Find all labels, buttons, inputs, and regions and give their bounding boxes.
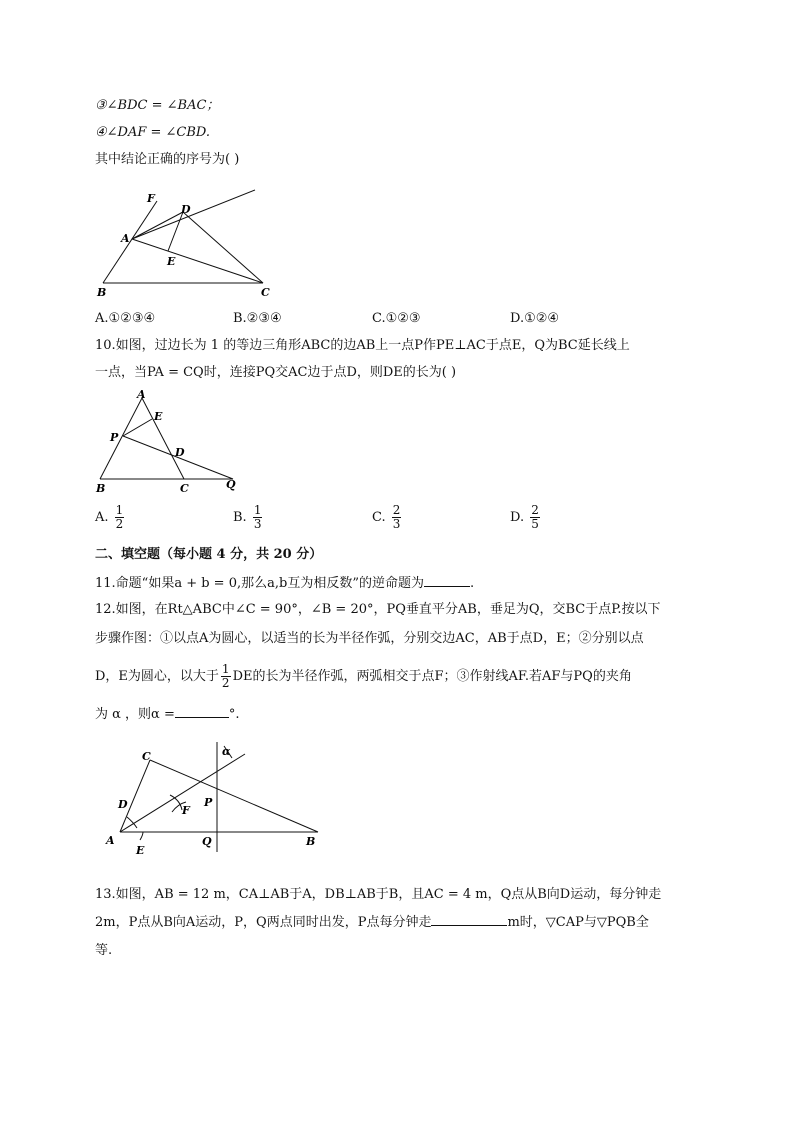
q10-option-b-den: 3 (253, 517, 262, 531)
q10-option-b-prefix: B. (233, 510, 247, 525)
q10-option-c-num: 2 (392, 503, 401, 517)
q12-label-C: C (142, 750, 151, 763)
q11-answer-blank[interactable] (424, 574, 470, 587)
q11-text: 11.命题“如果a + b = 0,那么a,b互为相反数”的逆命题为 (95, 576, 424, 591)
q9-label-C: C (261, 286, 270, 299)
q12-label-alpha: α (222, 745, 231, 758)
section-2-title: 二、填空题（每小题 4 分，共 20 分） (95, 547, 323, 562)
q9-label-E: E (167, 255, 176, 268)
q12-label-A: A (106, 834, 115, 847)
q11-line (95, 574, 474, 593)
q12-answer-blank[interactable] (175, 705, 229, 718)
q12-line-4 (95, 705, 240, 724)
q12-line-1: 12.如图，在Rt△ABC中∠C = 90°，∠B = 20°，PQ垂直平分AB，垂足为Q，交BC于点P.按以下 (95, 602, 661, 617)
q9-question: 其中结论正确的序号为( ) (95, 152, 240, 167)
q10-label-E: E (154, 410, 163, 423)
q12-line-2: 步骤作图：①以点A为圆心，以适当的长为半径作弧，分别交边AC，AB于点D，E；②分别以点 (95, 631, 644, 646)
q12-fraction-den: 2 (221, 676, 230, 690)
q12-line-3 (95, 662, 632, 692)
q9-option-a: A.①②③④ (95, 311, 156, 326)
q12-figure (100, 740, 330, 860)
q13-line-1: 13.如图，AB = 12 m，CA⊥AB于A，DB⊥AB于B，且AC = 4 m，Q点从B向D运动，每分钟走 (95, 887, 662, 902)
q9-item-4: ④∠DAF = ∠CBD. (95, 125, 211, 140)
q12-label-F: F (182, 804, 190, 817)
q13-answer-blank[interactable] (431, 913, 507, 926)
q10-option-a-num: 1 (115, 503, 124, 517)
q13-line-2-pre: 2m，P点从B向A运动，P，Q两点同时出发，P点每分钟走 (95, 915, 432, 930)
q10-label-P: P (110, 431, 119, 444)
q10-option-c-fraction (392, 504, 402, 531)
q10-option-b (233, 504, 264, 531)
q10-option-c-den: 3 (392, 517, 401, 531)
q10-option-b-fraction (253, 504, 263, 531)
q9-option-b: B.②③④ (233, 311, 282, 326)
q10-option-c (372, 504, 403, 531)
q10-figure (90, 386, 250, 496)
q10-label-A: A (137, 388, 146, 401)
q10-line-1: 10.如图，过边长为 1 的等边三角形ABC的边AB上一点P作PE⊥AC于点E，Q为BC延长线上 (95, 338, 630, 353)
q12-fraction-num: 1 (221, 662, 230, 676)
q12-label-E: E (136, 844, 145, 857)
q12-fraction (221, 663, 231, 690)
q10-option-c-prefix: C. (372, 510, 386, 525)
q9-label-D: D (181, 203, 191, 216)
q10-option-a (95, 504, 126, 531)
q10-option-d-prefix: D. (510, 510, 525, 525)
q12-line-3-pre: D，E为圆心，以大于 (95, 669, 219, 684)
q12-line-4-pre: 为 α ，则α = (95, 707, 175, 722)
q9-figure (95, 185, 270, 300)
q12-label-Q: Q (202, 835, 212, 848)
q9-option-c: C.①②③ (372, 311, 421, 326)
q12-line-4-post: °. (228, 707, 240, 722)
q10-option-a-prefix: A. (95, 510, 109, 525)
q9-option-d: D.①②④ (510, 311, 560, 326)
q11-end: . (469, 576, 475, 591)
q10-label-D: D (175, 446, 185, 459)
q10-line-2: 一点，当PA = CQ时，连接PQ交AC边于点D，则DE的长为( ) (95, 365, 457, 380)
q10-option-b-num: 1 (253, 503, 262, 517)
q10-option-d-den: 5 (531, 517, 539, 531)
q9-label-B: B (97, 286, 107, 299)
q10-option-d (510, 504, 542, 531)
q10-label-B: B (96, 482, 106, 495)
q12-label-D: D (118, 798, 128, 811)
q13-line-3: 等. (95, 943, 113, 958)
q9-label-A: A (121, 232, 130, 245)
q9-item-3: ③∠BDC = ∠BAC； (95, 98, 220, 113)
q13-line-2-post: m时，▽CAP与▽PQB全 (507, 915, 649, 930)
q10-option-a-den: 2 (115, 517, 124, 531)
q13-line-2 (95, 913, 649, 932)
q12-line-3-post: DE的长为半径作弧，两弧相交于点F；③作射线AF.若AF与PQ的夹角 (232, 669, 632, 684)
q10-option-a-fraction (115, 504, 125, 531)
q10-option-d-fraction (530, 504, 540, 531)
q9-label-F: F (147, 192, 155, 205)
q12-label-P: P (204, 796, 213, 809)
q12-label-B: B (306, 835, 316, 848)
q10-label-Q: Q (226, 478, 236, 491)
q10-option-d-num: 2 (531, 503, 539, 517)
q10-label-C: C (180, 482, 189, 495)
